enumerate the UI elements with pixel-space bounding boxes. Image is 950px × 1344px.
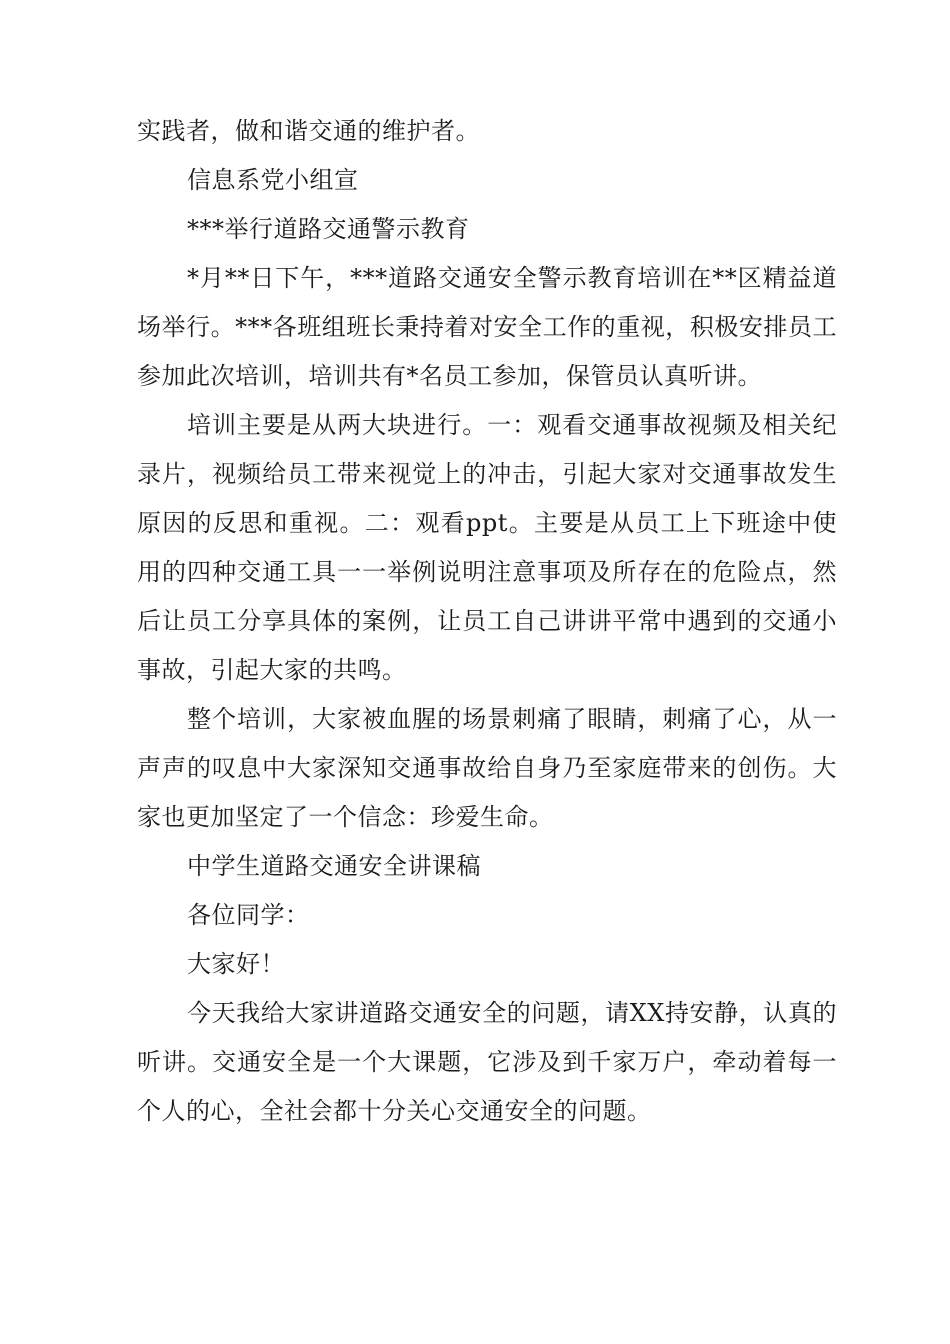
paragraph-training-intro: *月**日下午，***道路交通安全警示教育培训在**区精益道场举行。***各班组班长秉持着对安全工作的重视，积极安排员工参加此次培训，培训共有*名员工参加，保管员认真听讲。 — [137, 264, 837, 390]
paragraph-signature: 信息系党小组宣 — [187, 166, 359, 194]
paragraph-training-content: 培训主要是从两大块进行。一：观看交通事故视频及相关纪录片，视频给员工带来视觉上的冲击，引起大家对交通事故发生原因的反思和重视。二：观看ppt。主要是从员工上下班途中使用的四种交通工具一一举例说明注意事项及所存在的危险点，然后让员工分享具体的案例，让员工自己讲讲平常中遇到的交通小事故，引起大家的共鸣。 — [137, 411, 837, 684]
paragraph-salutation: 各位同学： — [187, 901, 310, 929]
paragraph-lecture-opening: 今天我给大家讲道路交通安全的问题，请XX持安静，认真的听讲。交通安全是一个大课题，它涉及到千家万户，牵动着每一个人的心，全社会都十分关心交通安全的问题。 — [137, 999, 837, 1125]
paragraph-closing-line: 实践者，做和谐交通的维护者。 — [137, 117, 480, 145]
paragraph-heading-warning-education: ***举行道路交通警示教育 — [187, 215, 470, 243]
paragraph-training-reflection: 整个培训，大家被血腥的场景刺痛了眼睛，刺痛了心，从一声声的叹息中大家深知交通事故给自身乃至家庭带来的创伤。大家也更加坚定了一个信念：珍爱生命。 — [137, 705, 837, 831]
paragraph-heading-lecture: 中学生道路交通安全讲课稿 — [187, 852, 481, 880]
document-body — [137, 107, 837, 1136]
paragraph-greeting: 大家好！ — [187, 950, 285, 978]
